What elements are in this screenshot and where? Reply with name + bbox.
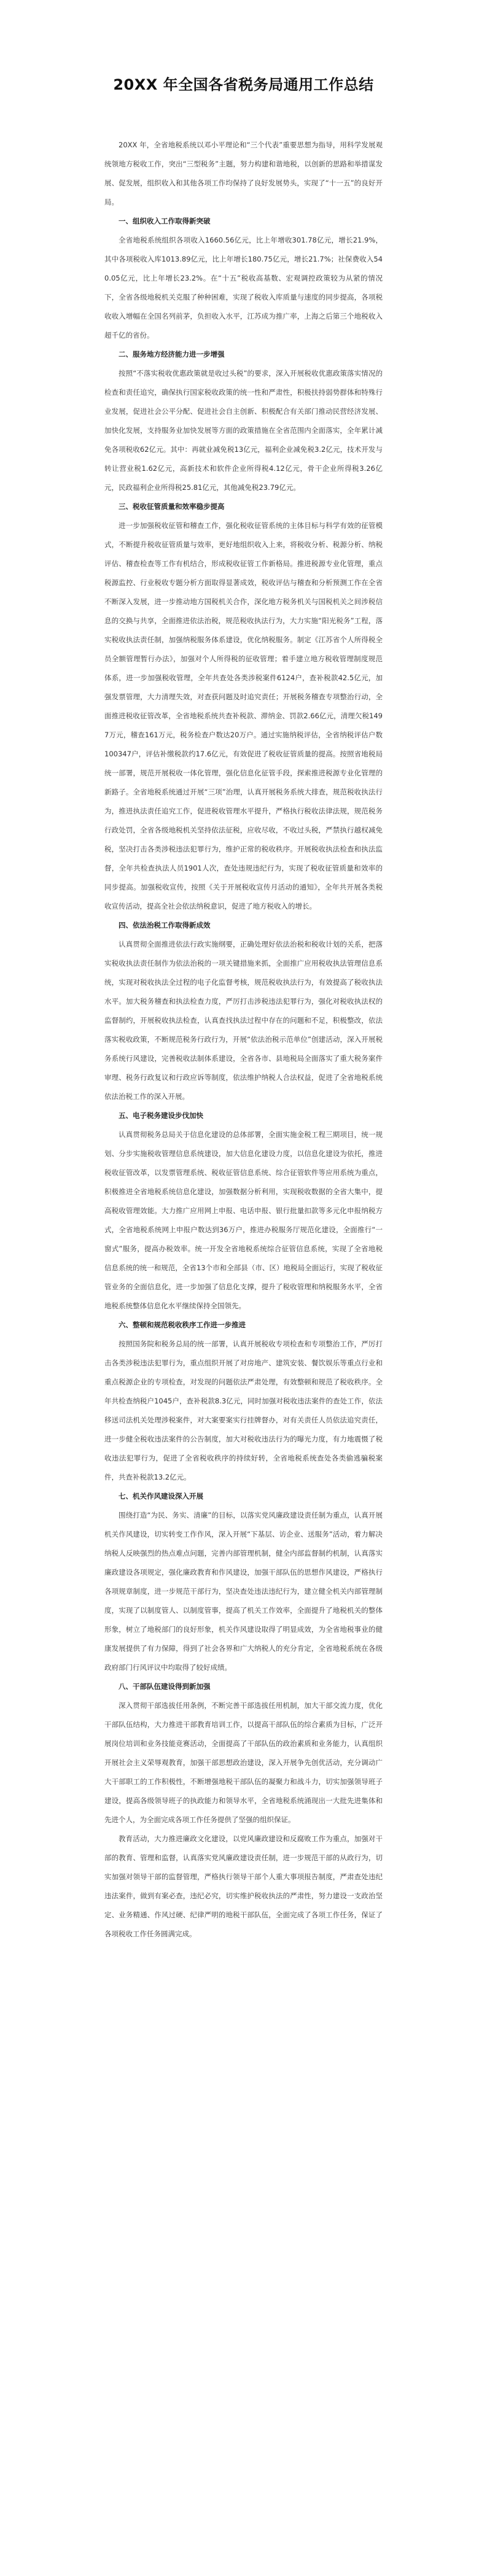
section-paragraph: 认真贯彻全面推进依法行政实施纲要，正确处理好依法治税和税收计划的关系，把落实税收执法责任制作为依法治税的一项关键措施来抓，全面推广应用税收执法管理信息系统，实现对税收执法全过程的电子化监督考核，规范税收执法行为，有效提高了税收执法水平。加大税务稽查和执法检查力度，严厉打击涉税违法犯罪行为，强化对税收执法权的监督制约，开展税收执法检查，认真查找执法过程中存在的问题和不足，积极整改，依法落实税收政策，不断规范税务行政行为，开展“依法治税示范单位”创建活动，深入开展税务系统行风建设，完善税收法制体系建设，全省各市、县地税局全面落实了重大税务案件审理、税务行政复议和行政应诉等制度，依法维护纳税人合法权益，促进了全省地税系统依法治税工作的深入开展。 bbox=[104, 940, 383, 1101]
intro-paragraph: 20XX 年，全省地税系统以邓小平理论和“三个代表”重要思想为指导，用科学发展观统领地方税收工作，突出“三型税务”主题，努力构建和谐地税，以创新的思路和举措谋发展、促发展，组织收入和其他各项工作均保持了良好发展势头，实现了“十一五”的良好开局。 bbox=[104, 141, 383, 206]
section-3 bbox=[104, 497, 383, 916]
section-heading: 五、电子税务建设步伐加快 bbox=[119, 1111, 203, 1120]
section-paragraph: 全省地税系统组织各项收入1660.56亿元，比上年增收301.78亿元，增长21.9%，其中各项税收入库1013.89亿元，比上年增长180.75亿元，增长21.7%；社保费收入540.05亿元，比上年增长23.2%。在“十五”税收高基数、宏观调控政策较为从紧的情况下，全省各级地税机关克服了种种困难，实现了税收入库质量与速度的同步提高，各项税收收入增幅在全国名列前茅，负担收入水平，江苏成为推广率，上海之后第三个地税收入超千亿的省份。 bbox=[104, 236, 383, 339]
section-heading: 四、依法治税工作取得新成效 bbox=[119, 921, 211, 929]
section-8 bbox=[104, 1677, 383, 1944]
section-7 bbox=[104, 1487, 383, 1677]
section-paragraph: 按照“不落实税收优惠政策就是收过头税”的要求，深入开展税收优惠政策落实情况的检查和责任追究，确保执行国家税收政策的统一性和严肃性，积极扶持弱势群体和特殊行业发展，促进社会公平分配、促进社会自主创新、积极配合有关部门推动民营经济发展、加快化发展，支持服务业加快发展等方面的政策措施在全省范围内全面落实，全年累计减免各项税收62亿元。其中：再就业减免税13亿元，福利企业减免税3.2亿元，技术开发与转让营业税1.62亿元，高新技术和软件企业所得税4.12亿元，骨干企业所得税3.26亿元，民政福利企业所得税25.81亿元，其他减免税23.79亿元。 bbox=[104, 369, 383, 492]
section-paragraph: 深入贯彻干部选拔任用条例，不断完善干部选拔任用机制，加大干部交流力度，优化干部队伍结构，大力推进干部教育培训工作，以提高干部队伍的综合素质为目标，广泛开展岗位培训和业务技能竞赛活动，全面提高了干部队伍的政治素质和业务能力，认真组织开展社会主义荣辱观教育，加强干部思想政治建设，深入开展争先创优活动，充分调动广大干部职工的工作积极性，不断增强地税干部队伍的凝聚力和战斗力，切实加强领导班子建设，提高各级领导班子的执政能力和领导水平，全省地税系统涌现出一大批先进集体和先进个人，为全面完成各项工作任务提供了坚强的组织保证。 bbox=[104, 1701, 383, 1824]
section-2 bbox=[104, 345, 383, 497]
section-heading: 八、干部队伍建设得到新加强 bbox=[119, 1682, 211, 1691]
section-heading: 六、整顿和规范税收秩序工作进一步推进 bbox=[119, 1321, 246, 1329]
section-paragraph: 教育活动，大力推进廉政文化建设，以党风廉政建设和反腐败工作为重点，加强对干部的教育、管理和监督，认真落实党风廉政建设责任制，进一步规范干部的从政行为，切实加强对领导干部的监督管理，严格执行领导干部个人重大事项报告制度，严肃查处违纪违法案件，做到有案必查，违纪必究，切实维护税收执法的严肃性，努力建设一支政治坚定、业务精通、作风过硬、纪律严明的地税干部队伍，全面完成了各项工作任务，保证了各项税收工作任务圆满完成。 bbox=[104, 1834, 383, 1938]
section-6 bbox=[104, 1316, 383, 1487]
section-heading: 一、组织收入工作取得新突破 bbox=[119, 217, 211, 225]
section-heading: 七、机关作风建设深入开展 bbox=[119, 1492, 203, 1500]
section-1 bbox=[104, 212, 383, 345]
section-paragraph: 进一步加强税收征管和稽查工作，强化税收征管系统的主体目标与科学有效的征管模式，不断提升税收征管质量与效率，更好地组织收入上来，将税收分析、税源分析、纳税评估、稽查检查等工作有机结合，形成税收征管工作新格局。推进税源专业化管理，重点税源监控、行业税收专题分析方面取得显著成效，税收评估与稽查和分析预测工作在全省不断深入发展，进一步推动地方国税机关合作，深化地方税务机关与国税机关之间涉税信息的交换与共享，全面推进依法治税，规范税收执法行为，大力实施“阳光税务”工程，落实税收执法责任制，加强纳税服务体系建设，优化纳税服务。制定《江苏省个人所得税全员全额管理暂行办法》，加强对个人所得税的征收管理；着手建立地方税收管理制度规范体系，进一步加强税收管理，全年共查处各类涉税案件6124户，查补税款42.5亿元，加强发票管理，大力清理失效，对查获问题及时追究责任；开展税务稽查专项整治行动，全面推进税收征管改革，全省地税系统共查补税款、滞纳金、罚款2.66亿元，清理欠税1497万元，稽查161万元，税务检查户数达20万户。通过实施纳税评估，全省纳税评估户数100347户，评估补缴税款约17.6亿元，有效促进了税收征管质量的提高。按照省地税局统一部署，规范开展税收一体化管理，强化信息化征管手段，探索推进税源专业化管理的新路子。全省地税系统通过开展“三项”治理，认真开展税务系统大排查，规范税收执法行为，推进执法责任追究工作，促进税收管理水平提升，严格执行税收法律法规，规范税务行政处罚，全省各级地税机关坚持依法征税，应收尽收，不收过头税，严禁执行越权减免税，坚决打击各类涉税违法犯罪行为，维护正常的税收秩序。开展税收执法检查和执法监督，全年共检查执法人员1901人次，查处违规违纪行为，实现了税收征管质量和效率的同步提高。加强税收宣传，按照《关于开展税收宣传月活动的通知》，全年共开展各类税收宣传活动，提高全社会依法纳税意识，促进了地方税收入的增长。 bbox=[104, 521, 383, 910]
section-paragraph: 认真贯彻税务总局关于信息化建设的总体部署，全面实施金税工程三期项目，统一规划、分步实施税收管理信息系统建设，加大信息化建设力度，以信息化建设为依托，推进税收征管改革，以发票管理系统、税收征管信息系统、综合征管软件等应用系统为重点，积极推进全省地税系统信息化建设，加强数据分析利用，实现税收数据的全省大集中，提高税收管理效能。大力推广应用网上申报、电话申报、银行批量扣款等多元化申报纳税方式，全省地税系统网上申报户数达到36万户，推进办税服务厅规范化建设，全面推行“一窗式”服务，提高办税效率。统一开发全省地税系统综合征管信息系统，实现了全省地税信息系统的统一和规范，全省13个市和全部县（市、区）地税局全面运行，实现了税收征管业务的全面信息化，进一步加强了信息化支撑，提升了税收管理和纳税服务水平，全省地税系统整体信息化水平继续保持全国领先。 bbox=[104, 1130, 383, 1310]
section-paragraph: 围绕打造“为民、务实、清廉”的目标，以落实党风廉政建设责任制为重点，认真开展机关作风建设，切实转变工作作风，深入开展“下基层、访企业、送服务”活动，着力解决纳税人反映强烈的热点难点问题，完善内部管理机制，健全内部监督制约机制，认真落实廉政建设各项规定，强化廉政教育和作风建设，加强干部队伍的思想作风建设，严格执行各项规章制度，进一步规范干部行为，坚决查处违法违纪行为，建立健全机关内部管理制度，实现了以制度管人、以制度管事，提高了机关工作效率，全面提升了地税机关的整体形象，树立了地税部门的良好形象，机关作风建设取得了明显成效，为全省地税事业的健康发展提供了有力保障，得到了社会各界和广大纳税人的充分肯定，全省地税系统在各级政府部门行风评议中均取得了较好成绩。 bbox=[104, 1511, 383, 1672]
section-heading: 三、税收征管质量和效率稳步提高 bbox=[119, 502, 225, 511]
section-paragraph: 按照国务院和税务总局的统一部署，认真开展税收专项检查和专项整治工作，严厉打击各类涉税违法犯罪行为，重点组织开展了对房地产、建筑安装、餐饮娱乐等重点行业和重点税源企业的专项检查，对发现的问题依法严肃处理，有效整顿和规范了税收秩序。全年共检查纳税户1045户，查补税款8.3亿元，同时加强对税收违法案件的查处工作，依法移送司法机关处理涉税案件，对大案要案实行挂牌督办，对有关责任人员依法追究责任，进一步健全税收违法案件的公告制度，加大对税收违法行为的曝光力度，有力地震慑了税收违法犯罪行为，促进了全省税收秩序的持续好转，全省地税系统查处各类偷逃骗税案件，共查补税款13.2亿元。 bbox=[104, 1340, 383, 1481]
document-title: 20XX 年全国各省税务局通用工作总结 bbox=[113, 76, 374, 93]
section-heading: 二、服务地方经济能力进一步增强 bbox=[119, 350, 225, 359]
section-4 bbox=[104, 916, 383, 1106]
section-5 bbox=[104, 1106, 383, 1316]
